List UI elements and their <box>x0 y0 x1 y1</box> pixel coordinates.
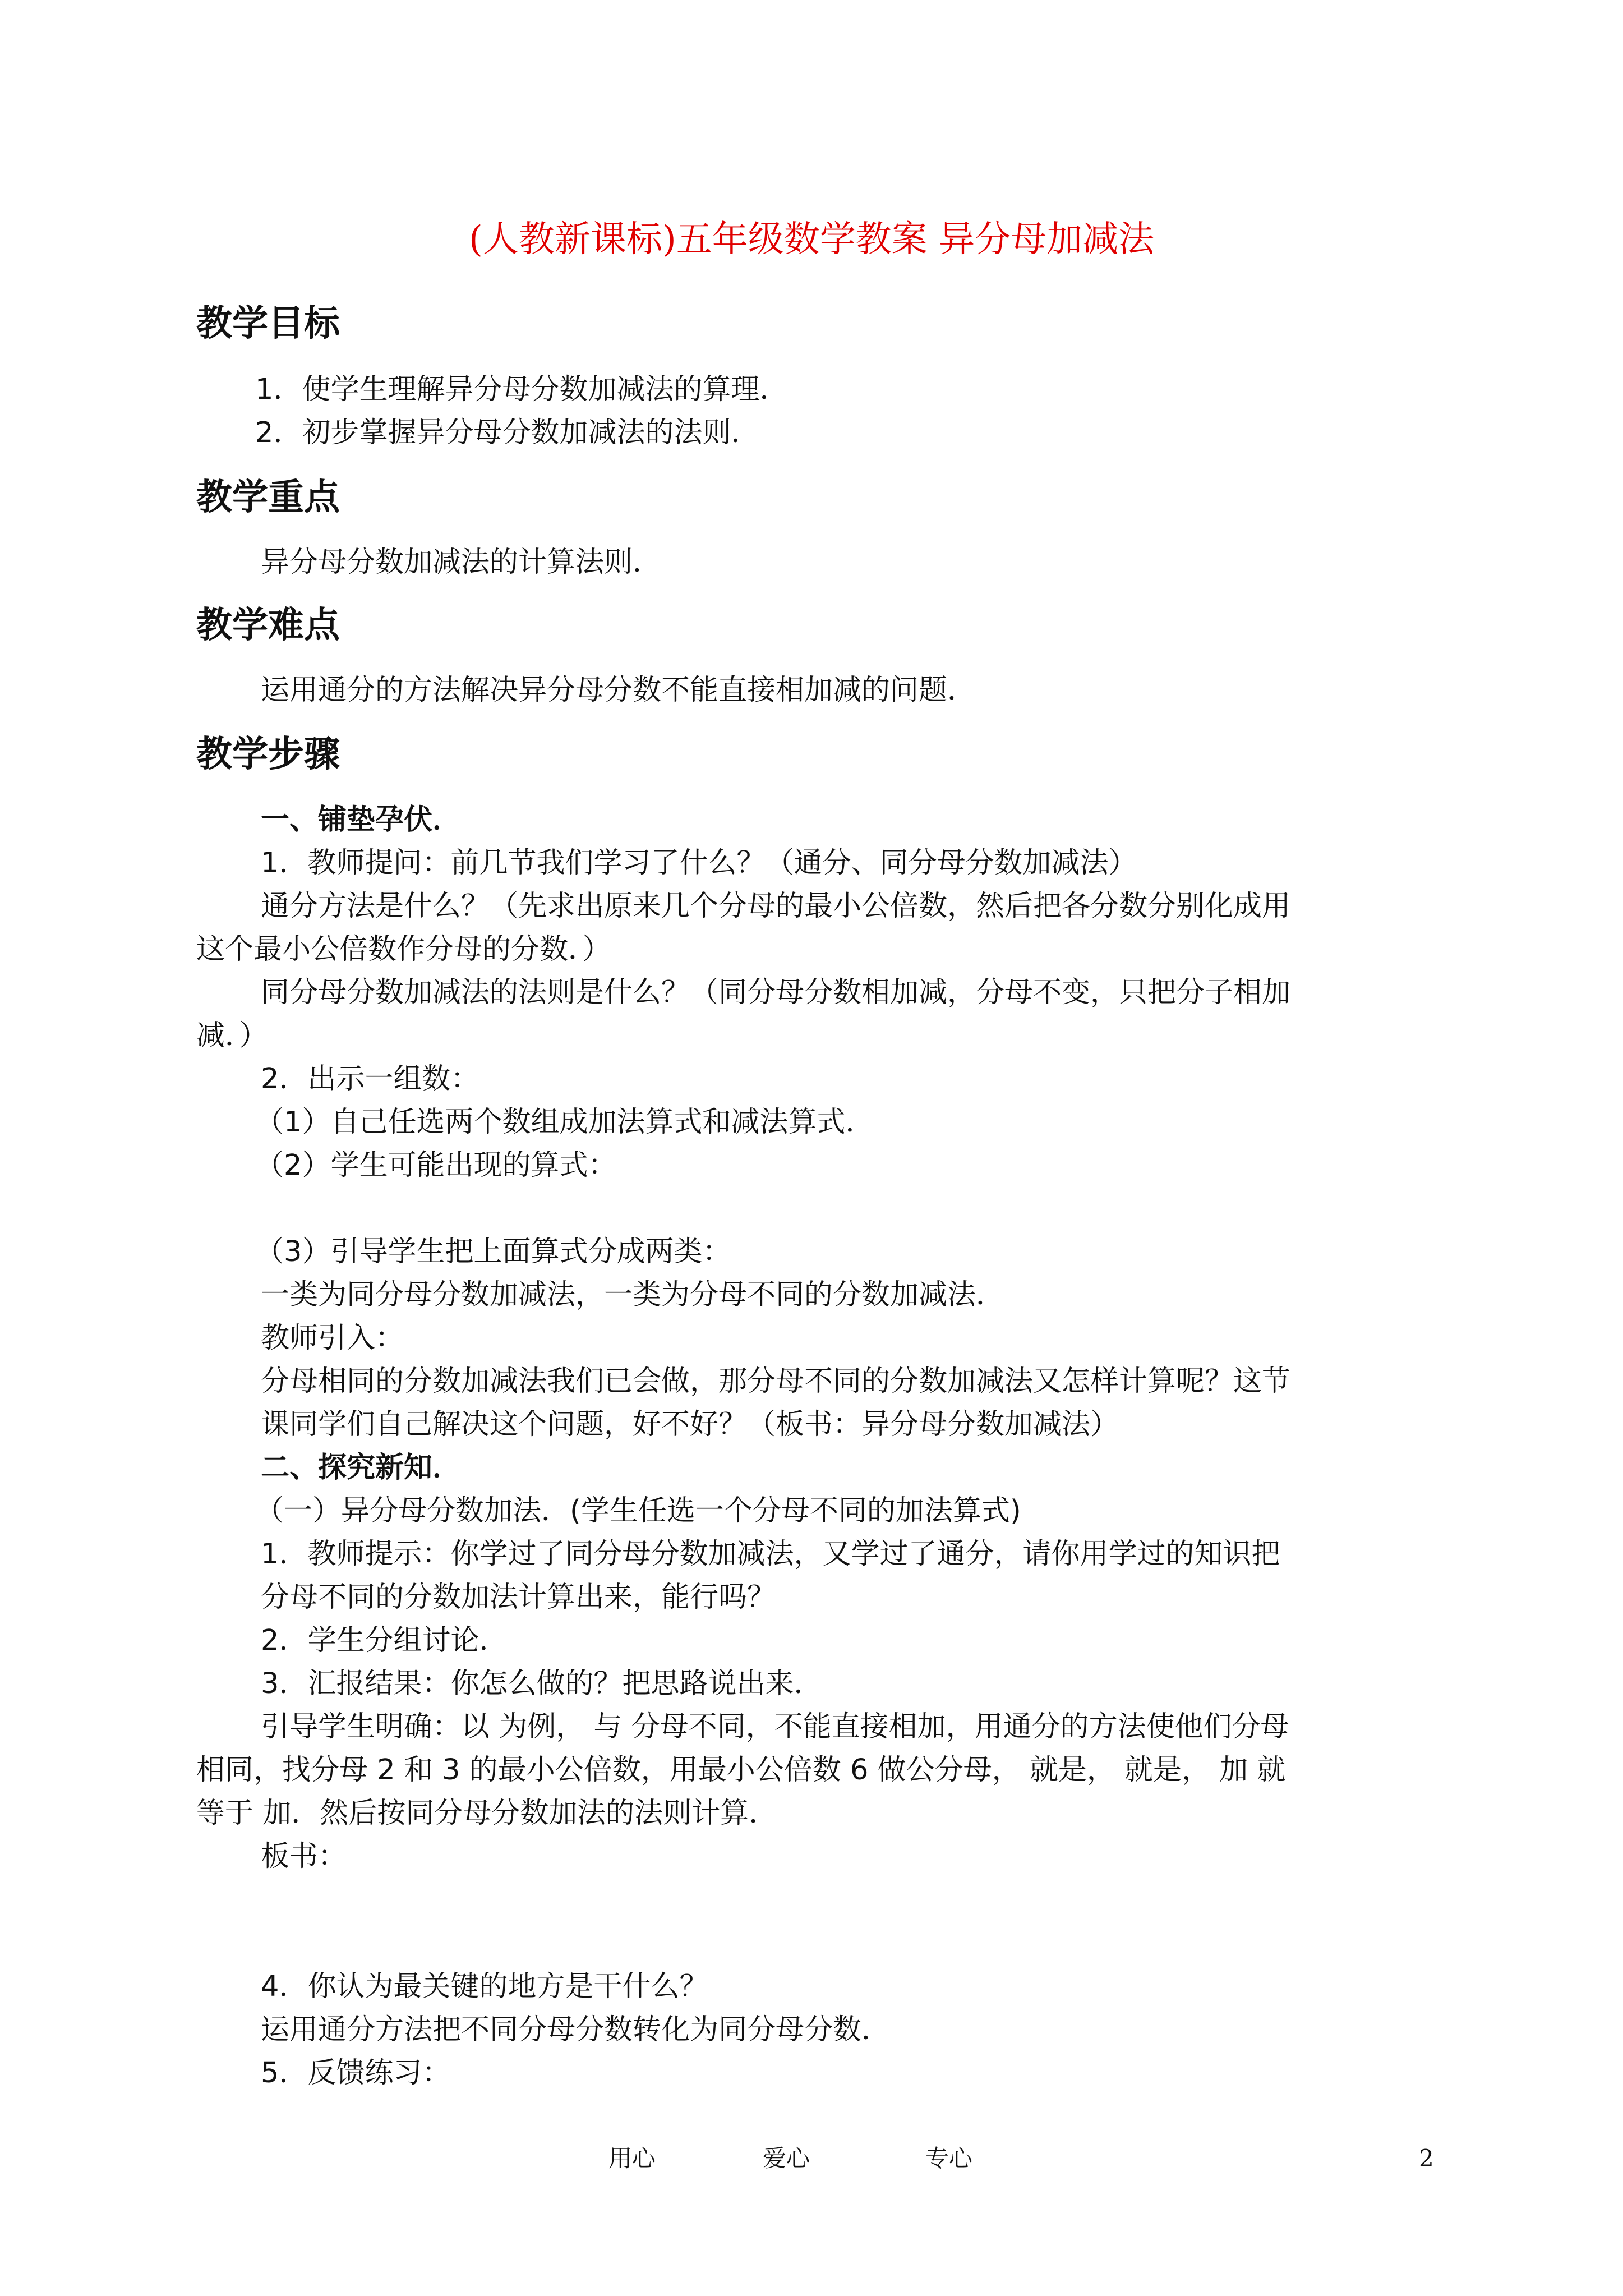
heading-difficulty: 教学难点 <box>196 604 340 646</box>
step-line: 运用通分方法把不同分母分数转化为同分母分数． <box>261 2013 891 2046</box>
step-line: 2．学生分组讨论． <box>261 1624 508 1657</box>
step-line: 课同学们自己解决这个问题，好不好？（板书：异分母分数加减法） <box>261 1408 1119 1441</box>
document-title: (人教新课标)五年级数学教案 异分母加减法 <box>468 219 1155 260</box>
step-line: （一）异分母分数加法．(学生任选一个分母不同的加法算式) <box>255 1494 1021 1527</box>
step-line: 等于 加．然后按同分母分数加法的法则计算． <box>196 1797 778 1830</box>
step-line: （2）学生可能出现的算式： <box>255 1149 617 1182</box>
heading-steps: 教学步骤 <box>196 733 340 775</box>
step-line: 引导学生明确：以 为例， 与 分母不同，不能直接相加，用通分的方法使他们分母 <box>261 1710 1289 1743</box>
step-line: 1．教师提问：前几节我们学习了什么？（通分、同分母分数加减法） <box>261 846 1137 880</box>
step-line: 分母不同的分数加法计算出来，能行吗？ <box>261 1581 776 1614</box>
step-line: 1．教师提示：你学过了同分母分数加减法，又学过了通分，请你用学过的知识把 <box>261 1538 1280 1571</box>
footer-item: 爱心 <box>763 2145 810 2172</box>
step-line: 分母相同的分数加减法我们已会做，那分母不同的分数加减法又怎样计算呢？这节 <box>261 1365 1291 1398</box>
heading-objectives: 教学目标 <box>196 302 340 344</box>
objective-item-2: 2．初步掌握异分母分数加减法的法则． <box>255 416 760 449</box>
step-line: 4．你认为最关键的地方是干什么？ <box>261 1970 708 2003</box>
step-line: 3．汇报结果：你怎么做的？把思路说出来． <box>261 1667 823 1700</box>
step-line: （1）自己任选两个数组成加法算式和减法算式． <box>255 1106 874 1139</box>
objective-item-1: 1．使学生理解异分母分数加减法的算理． <box>255 373 789 406</box>
step-line: 一类为同分母分数加减法，一类为分母不同的分数加减法． <box>261 1278 1005 1312</box>
difficulty-text: 运用通分的方法解决异分母分数不能直接相加减的问题． <box>261 674 976 707</box>
footer-item: 专心 <box>925 2145 973 2172</box>
step-line: 二、探究新知． <box>261 1451 462 1484</box>
heading-key-point: 教学重点 <box>196 476 340 518</box>
page-number: 2 <box>1419 2145 1434 2172</box>
footer-item: 用心 <box>608 2145 656 2172</box>
step-line: 教师引入： <box>261 1322 404 1355</box>
step-line: 这个最小公倍数作分母的分数．） <box>196 933 611 966</box>
step-line: 减．） <box>196 1019 268 1052</box>
key-point-text: 异分母分数加减法的计算法则． <box>261 546 662 579</box>
step-line: 2．出示一组数： <box>261 1062 479 1096</box>
step-line: 同分母分数加减法的法则是什么？（同分母分数相加减，分母不变，只把分子相加 <box>261 976 1291 1009</box>
step-line: 5．反馈练习： <box>261 2056 451 2090</box>
step-line: （3）引导学生把上面算式分成两类： <box>255 1235 731 1268</box>
step-line: 一、铺垫孕伏． <box>261 803 462 836</box>
step-line: 通分方法是什么？（先求出原来几个分母的最小公倍数，然后把各分数分别化成用 <box>261 890 1291 923</box>
step-line: 板书： <box>261 1840 347 1873</box>
step-line: 相同，找分母 2 和 3 的最小公倍数，用最小公倍数 6 做公分母， 就是， 就是， 加 就 <box>196 1754 1286 1787</box>
